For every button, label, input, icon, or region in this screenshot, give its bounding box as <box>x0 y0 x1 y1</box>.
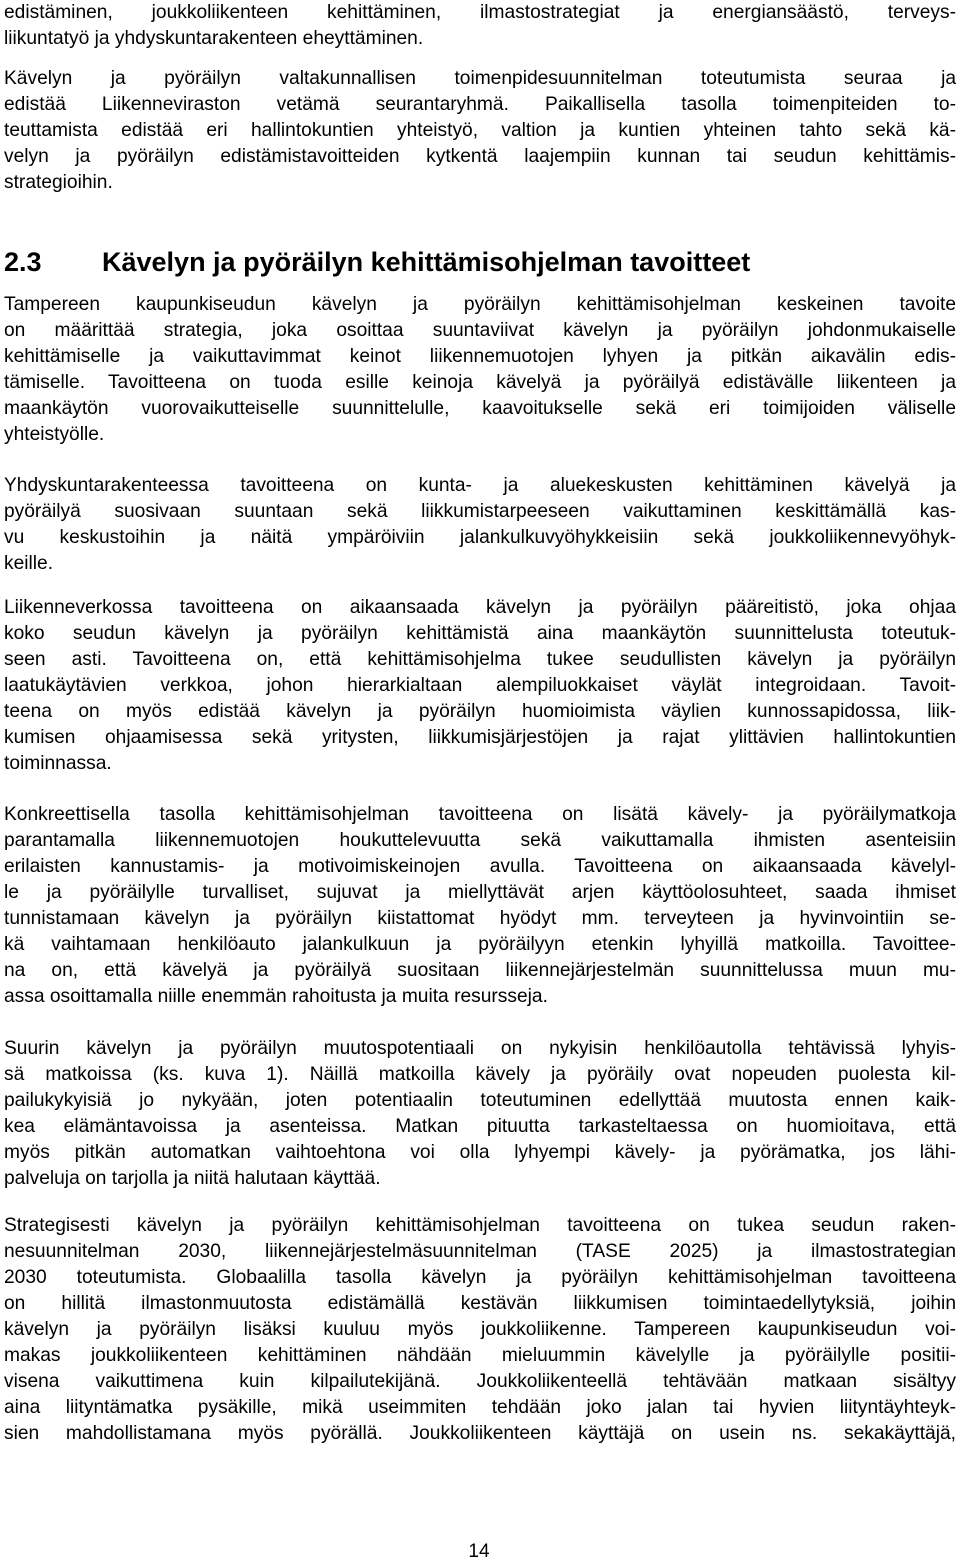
paragraph <box>4 66 956 196</box>
text-line: maankäytön vuorovaikutteiselle suunnittelulle, kaavoitukselle sekä eri toimijoiden väliselle <box>4 398 956 419</box>
text-line: koko seudun kävelyn ja pyöräilyn kehittämistä aina maankäytön suunnittelusta toteutuk- <box>4 623 956 644</box>
text-line: 2030 toteutumista. Globaalilla tasolla kävelyn ja pyöräilyn kehittämisohjelman tavoitteena <box>4 1267 956 1288</box>
text-line: Konkreettisella tasolla kehittämisohjelman tavoitteena on lisätä kävely- ja pyöräilymatkoja <box>4 804 956 825</box>
paragraph <box>4 802 956 1010</box>
section-title: Kävelyn ja pyöräilyn kehittämisohjelman tavoitteet <box>102 247 751 277</box>
text-line: toiminnassa. <box>4 753 112 774</box>
text-line: Suurin kävelyn ja pyöräilyn muutospotentiaali on nykyisin henkilöautolla tehtävissä lyhyis- <box>4 1038 956 1059</box>
text-line: Yhdyskuntarakenteessa tavoitteena on kunta- ja aluekeskusten kehittäminen kävelyä ja <box>4 475 956 496</box>
text-line: kä vaihtamaan henkilöauto jalankulkuun ja pyöräilyyn etenkin lyhyillä matkoilla. Tavoittee- <box>4 934 956 955</box>
paragraph <box>4 595 956 777</box>
text-line: sä matkoissa (ks. kuva 1). Näillä matkoilla kävely ja pyöräily ovat nopeuden puolesta kil- <box>4 1064 956 1085</box>
text-line: on hillitä ilmastonmuutosta edistämällä kestävän liikkumisen toimintaedellytyksiä, joihin <box>4 1293 956 1314</box>
section-heading <box>4 242 750 282</box>
text-line: kumisen ohjaamisessa sekä yritysten, liikkumisjärjestöjen ja rajat ylittävien hallintokuntien <box>4 727 956 748</box>
text-line: visena vaikuttimena kuin kilpailutekijänä. Joukkoliikenteellä tehtävään matkaan sisältyy <box>4 1371 956 1392</box>
paragraph <box>4 0 956 52</box>
text-line: tunnistamaan kävelyn ja pyöräilyn kiistattomat hyödyt mm. terveyteen ja hyvinvointiin se- <box>4 908 956 929</box>
text-line: erilaisten kannustamis- ja motivoimiskeinojen avulla. Tavoitteena on aikaansaada kävelyl- <box>4 856 956 877</box>
text-line: edistää Liikenneviraston vetämä seurantaryhmä. Paikallisella tasolla toimenpiteiden to- <box>4 94 956 115</box>
text-line: Strategisesti kävelyn ja pyöräilyn kehittämisohjelman tavoitteena on tukea seudun raken- <box>4 1215 956 1236</box>
text-line: keille. <box>4 553 54 574</box>
text-line: pailukykyisiä jo nykyään, joten potentiaalin toteutuminen edellyttää muutosta ennen kaik- <box>4 1090 956 1111</box>
text-line: Kävelyn ja pyöräilyn valtakunnallisen toimenpidesuunnitelman toteutumista seuraa ja <box>4 68 956 89</box>
section-number: 2.3 <box>4 247 42 277</box>
text-line: sien mahdollistamana myös pyörällä. Joukkoliikenteen käyttäjä on usein ns. sekakäyttäjä, <box>4 1423 956 1444</box>
text-line: vu keskustoihin ja näitä ympäröiviin jalankulkuvyöhykkeisiin sekä joukkoliikennevyöhyk- <box>4 527 956 548</box>
text-line: na on, että kävelyä ja pyöräilyä suositaan liikennejärjestelmän suunnittelussa muun mu- <box>4 960 956 981</box>
page-number: 14 <box>468 1541 490 1562</box>
text-line: Liikenneverkossa tavoitteena on aikaansaada kävelyn ja pyöräilyn pääreitistö, joka ohjaa <box>4 597 956 618</box>
text-line: on määrittää strategia, joka osoittaa suuntaviivat kävelyn ja pyöräilyn johdonmukaiselle <box>4 320 956 341</box>
paragraph <box>4 1213 956 1447</box>
text-line: velyn ja pyöräilyn edistämistavoitteiden kytkentä laajempiin kunnan tai seudun kehittämis- <box>4 146 956 167</box>
paragraph <box>4 1036 956 1192</box>
text-line: kea elämäntavoissa ja asenteissa. Matkan pituutta tarkasteltaessa on huomioitava, että <box>4 1116 956 1137</box>
text-line: Tampereen kaupunkiseudun kävelyn ja pyöräilyn kehittämisohjelman keskeinen tavoite <box>4 294 956 315</box>
paragraph <box>4 473 956 577</box>
text-line: seen asti. Tavoitteena on, että kehittämisohjelma tukee seudullisten kävelyn ja pyöräilyn <box>4 649 956 670</box>
text-line: strategioihin. <box>4 172 113 193</box>
text-line: myös pitkän automatkan vaihtoehtona voi olla lyhyempi kävely- ja pyörämatka, jos lähi- <box>4 1142 956 1163</box>
text-line: teuttamista edistää eri hallintokuntien yhteistyö, valtion ja kuntien yhteinen tahto sekä kä- <box>4 120 956 141</box>
text-line: palveluja on tarjolla ja niitä halutaan käyttää. <box>4 1168 381 1189</box>
text-line: le ja pyöräilylle turvalliset, sujuvat ja miellyttävät arjen käyttöolosuhteet, saada ihmiset <box>4 882 956 903</box>
text-line: kävelyn ja pyöräilyn lisäksi kuuluu myös joukkoliikenne. Tampereen kaupunkiseudun voi- <box>4 1319 956 1340</box>
text-line: assa osoittamalla niille enemmän rahoitusta ja muita resursseja. <box>4 986 548 1007</box>
text-line: teena on myös edistää kävelyn ja pyöräilyn huomioimista väylien kunnossapidossa, liik- <box>4 701 956 722</box>
text-line: edistäminen, joukkoliikenteen kehittäminen, ilmastostrategiat ja energiansäästö, terveys- <box>4 2 956 23</box>
text-line: nesuunnitelman 2030, liikennejärjestelmäsuunnitelman (TASE 2025) ja ilmastostrategian <box>4 1241 956 1262</box>
text-line: tämiselle. Tavoitteena on tuoda esille keinoja kävelyä ja pyöräilyä edistävälle liikenteen ja <box>4 372 956 393</box>
text-line: kehittämiselle ja vaikuttavimmat keinot liikennemuotojen lyhyen ja pitkän aikavälin edis- <box>4 346 956 367</box>
text-line: parantamalla liikennemuotojen houkuttelevuutta sekä vaikuttamalla ihmisten asenteisiin <box>4 830 956 851</box>
text-line: yhteistyölle. <box>4 424 105 445</box>
text-line: aina liityntämatka pysäkille, mikä useimmiten tehdään joko jalan tai hyvien liityntäyhteyk- <box>4 1397 956 1418</box>
text-line: pyöräilyä suosivaan suuntaan sekä liikkumistarpeeseen vaikuttaminen keskittämällä kas- <box>4 501 956 522</box>
text-line: laatukäytävien verkkoa, johon hierarkialtaan alempiluokkaiset väylät integroidaan. Tavoit- <box>4 675 956 696</box>
text-line: liikuntatyö ja yhdyskuntarakenteen eheyttäminen. <box>4 28 424 49</box>
paragraph <box>4 292 956 448</box>
text-line: makas joukkoliikenteen kehittäminen nähdään mieluummin kävelylle ja pyöräilylle positii- <box>4 1345 956 1366</box>
